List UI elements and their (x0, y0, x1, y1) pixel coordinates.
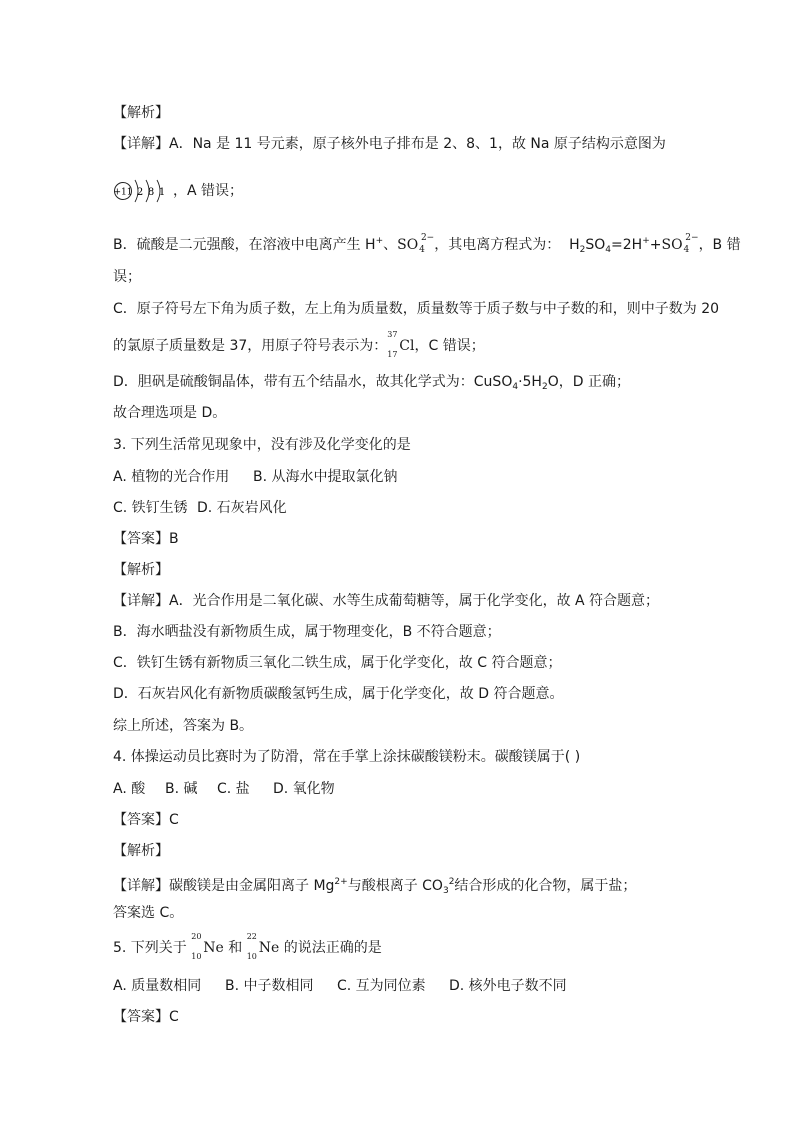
analysis-heading: 【解析】 (113, 105, 169, 121)
sulfate-ion: SO 4 2− (397, 233, 435, 255)
detail-b-line-2: 误； (113, 269, 141, 285)
option-a: A. 酸 (113, 781, 146, 797)
question-4-analysis-heading: 【解析】 (113, 843, 169, 859)
option-c: C. 铁钉生锈 (113, 500, 188, 516)
question-4-detail-2: 答案选 C。 (113, 905, 184, 921)
detail-a-diagram-line (113, 174, 243, 208)
question-5-options (113, 977, 567, 995)
question-3-detail-4: D．石灰岩风化有新物质碳酸氢钙生成，属于化学变化，故 D 符合题意。 (113, 686, 564, 702)
question-5-answer: 【答案】C (113, 1009, 179, 1025)
option-a: A. 质量数相同 (113, 978, 202, 994)
option-d: D. 石灰岩风化 (197, 500, 287, 516)
ionization-equation: $H_2SO_4=2H^++SO$ 4 2− (569, 233, 699, 255)
shell-2-count: 8 (147, 187, 155, 198)
question-4-answer: 【答案】C (113, 812, 179, 828)
detail-b-line: B．硫酸是二元强酸，在溶液中电离产生 H+、SO 4 2− ，其电离方程式为： $H_2SO_4=2H^++SO$ 4 2− ，B 错 (113, 233, 741, 255)
neon-22-symbol: 22 10 Ne (246, 932, 280, 961)
option-c: C. 盐 (217, 781, 250, 797)
question-3-options-cd (113, 499, 287, 517)
detail-a-tail: ，A 错误； (173, 183, 244, 199)
option-c: C. 互为同位素 (337, 978, 426, 994)
neon-20-symbol: 20 10 Ne (191, 932, 224, 961)
question-3-detail-3: C．铁钉生锈有新物质三氧化二铁生成，属于化学变化，故 C 符合题意； (113, 655, 562, 671)
question-4-options (113, 780, 335, 798)
question-5-stem: 5. 下列关于 20 10 Ne 和 22 10 Ne 的说法正确的是 (113, 932, 382, 961)
nucleus-label: +11 (113, 187, 133, 198)
detail-a-line: 【详解】A．Na 是 11 号元素，原子核外电子排布是 2、8、1，故 Na 原子结构示意图为 (113, 136, 666, 152)
shell-1-count: 2 (136, 187, 144, 198)
option-b: B. 中子数相同 (225, 978, 314, 994)
option-d: D. 核外电子数不同 (449, 978, 567, 994)
summary-line: 故合理选项是 D。 (113, 405, 227, 421)
question-3-answer: 【答案】B (113, 531, 179, 547)
question-4-detail-1: 【详解】碳酸镁是由金属阳离子 $Mg^{2+}$与酸根离子 $CO_3^2$结合形成的化合物，属于盐； (113, 877, 637, 896)
detail-c-line-1: C．原子符号左下角为质子数，左上角为质量数，质量数等于质子数与中子数的和，则中子数为 20 (113, 301, 720, 317)
option-a: A. 植物的光合作用 (113, 469, 230, 485)
question-3-stem: 3. 下列生活常见现象中，没有涉及化学变化的是 (113, 437, 411, 453)
option-d: D. 氧化物 (273, 781, 335, 797)
chlorine-37-symbol: 37 17 Cl (387, 330, 415, 359)
sodium-atom-structure-diagram (113, 174, 173, 208)
detail-c-line-2: 的氯原子质量数是 37，用原子符号表示为： 37 17 Cl，C 错误； (113, 330, 485, 359)
question-4-stem: 4. 体操运动员比赛时为了防滑，常在手掌上涂抹碳酸镁粉末。碳酸镁属于( ) (113, 749, 581, 765)
question-3-options-ab (113, 468, 398, 486)
question-3-detail-1: 【详解】A．光合作用是二氧化碳、水等生成葡萄糖等，属于化学变化，故 A 符合题意； (113, 593, 660, 609)
option-b: B. 碱 (165, 781, 198, 797)
question-3-detail-2: B．海水晒盐没有新物质生成，属于物理变化，B 不符合题意； (113, 624, 501, 640)
shell-3-count: 1 (158, 187, 166, 198)
option-b: B. 从海水中提取氯化钠 (253, 469, 398, 485)
question-3-analysis-heading: 【解析】 (113, 562, 169, 578)
question-3-summary: 综上所述，答案为 B。 (113, 718, 254, 734)
detail-d-line: D．胆矾是硫酸铜晶体，带有五个结晶水，故其化学式为：$CuSO_4\cdot 5H_2O$，D 正确； (113, 374, 630, 392)
